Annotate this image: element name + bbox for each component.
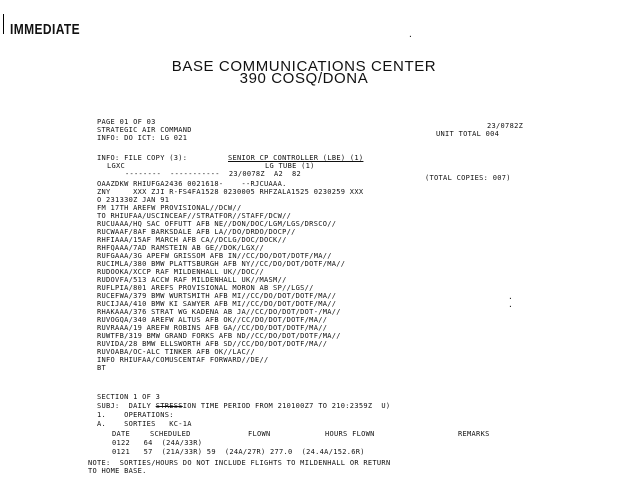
page-number: PAGE 01 OF 03 xyxy=(97,118,156,126)
routing-line: INFO RHIUFAA/COMUSCENTAF FORWARD//DE// xyxy=(97,356,269,364)
note-line: NOTE: SORTIES/HOURS DO NOT INCLUDE FLIGHTS TO MILDENHALL OR RETURN xyxy=(88,459,391,467)
routing-line: O 231330Z JAN 91 xyxy=(97,196,170,204)
routing-block xyxy=(97,180,517,372)
left-margin-rule xyxy=(3,14,4,34)
sorties-heading: A. SORTIES KC-1A xyxy=(97,420,192,428)
lgtube-line: LG TUBE (1) xyxy=(265,162,315,170)
table-header-hours-flown: HOURS FLOWN xyxy=(325,430,375,438)
routing-line: OAAZDKW RHIUFGA2436 0021618- --RJCUAAA. xyxy=(97,180,287,188)
table-header-date: DATE xyxy=(112,430,131,438)
dash-line: -------- ----------- 23/0078Z A2 82 xyxy=(125,170,302,178)
routing-line: BT xyxy=(97,364,107,372)
table-row: 0122 64 (24A/33R) xyxy=(112,439,203,447)
info-line: INFO: DO ICT: LG 021 xyxy=(97,134,188,142)
note-line-2: TO HOME BASE. xyxy=(88,467,147,475)
routing-line: RUVRAAA/19 AREFW ROBINS AFB GA//CC/DO/DOT/DOTF/MA// xyxy=(97,324,328,332)
lgxc-line: LGXC xyxy=(107,162,126,170)
speck-mark: . xyxy=(508,292,513,301)
routing-line: RUCUAAA/HQ SAC OFFUTT AFB NE//DON/DOC/LGM/LGS/DRSCO// xyxy=(97,220,337,228)
routing-line: RHFIAAA/15AF MARCH AFB CA//DCLG/DOC/DOCK// xyxy=(97,236,287,244)
routing-line: FM 17TH AREFW PROVISIONAL//DCW// xyxy=(97,204,242,212)
routing-line: RUVIDA/28 BMW ELLSWORTH AFB SD//CC/DO/DOT/DOTF/MA// xyxy=(97,340,328,348)
routing-line: RUVOGQA/340 AREFW ALTUS AFB OK//CC/DO/DOT/DOTF/MA// xyxy=(97,316,328,324)
command-line: STRATEGIC AIR COMMAND xyxy=(97,126,192,134)
routing-line: RUCEFWA/379 BMW WURTSMITH AFB MI//CC/DO/DOT/DOTF/MA// xyxy=(97,292,337,300)
routing-line: RUVOABA/OC-ALC TINKER AFB OK//LAC// xyxy=(97,348,256,356)
subject-label: SUBJ: DAILY xyxy=(97,402,156,410)
routing-line: RUDOVFA/513 ACCW RAF MILDENHALL UK//MASM// xyxy=(97,276,287,284)
section-line: SECTION 1 OF 3 xyxy=(97,393,161,401)
table-header-flown: FLOWN xyxy=(248,430,271,438)
routing-line: RUCIJAA/410 BMW KI SAWYER AFB MI//CC/DO/DOT/DOTF/MA// xyxy=(97,300,337,308)
subject-struck-text: STRESS xyxy=(155,402,183,410)
routing-line: RHFQAAA/7AD RAMSTEIN AB GE//DOK/LGX// xyxy=(97,244,265,252)
operations-heading: 1. OPERATIONS: xyxy=(97,411,174,419)
date-time-group: 23/0782Z xyxy=(487,122,524,130)
info-copy-value: SENIOR CP CONTROLLER (LBE) (1) xyxy=(228,154,364,162)
routing-line: RUCWAAF/8AF BARKSDALE AFB LA//DO/DRDO/DOCP// xyxy=(97,228,296,236)
routing-line: RUDOOKA/XCCP RAF MILDENHALL UK//DOC// xyxy=(97,268,265,276)
speck-mark: . xyxy=(408,30,413,39)
routing-line: RUFGAAA/3G APEFW GRISSOM AFB IN//CC/DO/DOT/DOTF/MA// xyxy=(97,252,332,260)
info-copy-label: INFO: FILE COPY (3): xyxy=(97,154,188,162)
table-row: 0121 57 (21A/33R) 59 (24A/27R) 277.0 (24.4A/152.6R) xyxy=(112,448,365,456)
subject-line xyxy=(97,402,390,410)
table-header-remarks: REMARKS xyxy=(458,430,490,438)
routing-line: RUFLPIA/801 AREFS PROVISIONAL MORON AB SP//LGS// xyxy=(97,284,314,292)
routing-line: TO RHIUFAA/USCINCEAF//STRATFOR//STAFF/DCW// xyxy=(97,212,292,220)
table-header-scheduled: SCHEDULED xyxy=(150,430,191,438)
center-title-line2: 390 COSQ/DONA xyxy=(239,70,369,87)
routing-line: RUCIMLA/380 BMW PLATTSBURGH AFB NY//CC/DO/DOT/DOTF/MA// xyxy=(97,260,346,268)
routing-line: RHAKAAA/376 STRAT WG KADENA AB JA//CC/DO/DOT/DOT-/MA// xyxy=(97,308,341,316)
speck-mark: . xyxy=(508,300,513,309)
total-copies: (TOTAL COPIES: 007) xyxy=(425,174,511,182)
routing-line: RUWTFB/319 BMW GRAND FORKS AFB ND//CC/DO/DOT/DOTF/MA// xyxy=(97,332,341,340)
center-title-line1: BASE COMMUNICATIONS CENTER xyxy=(171,58,437,75)
routing-line: ZNY XXX ZJI R-FS4FA1528 0230005 RHFZALA1525 0230259 XXX xyxy=(97,188,364,196)
subject-text: ION TIME PERIOD FROM 210100Z7 TO 210:2359Z U) xyxy=(182,402,391,410)
unit-total: UNIT TOTAL 004 xyxy=(436,130,500,138)
precedence-stamp: IMMEDIATE xyxy=(10,21,81,38)
